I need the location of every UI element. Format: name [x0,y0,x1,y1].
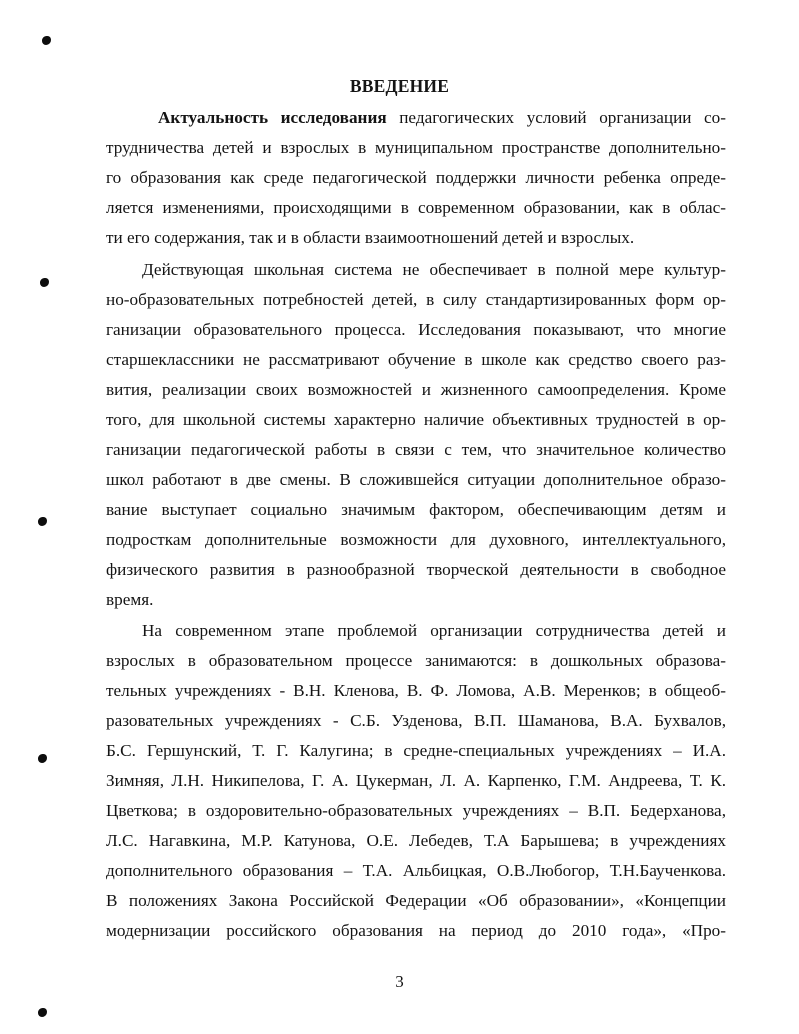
paragraph-2-line-11: физического развития в разнообразной творческой деятельности в свободное [106,560,726,579]
paragraph-1-line-2: трудничества детей и взрослых в муниципальном пространстве дополнительно- [106,138,726,157]
punch-hole-mark [40,278,49,287]
punch-hole-mark [38,754,47,763]
paragraph-2-line-10: подросткам дополнительные возможности для духовного, интеллектуального, [106,530,726,549]
paragraph-3-line-8: Л.С. Нагавкина, М.Р. Катунова, О.Е. Лебедев, Т.А Барышева; в учреждениях [106,831,726,850]
paragraph-1-line-1 [158,107,726,129]
paragraph-3-line-4: разовательных учреждениях - С.Б. Узденова, В.П. Шаманова, В.А. Бухвалов, [106,711,726,730]
paragraph-2-line-12: время. [106,590,154,609]
paragraph-3-line-10: В положениях Закона Российской Федерации «Об образовании», «Концепции [106,891,726,910]
paragraph-3-line-2: взрослых в образовательном процессе занимаются: в дошкольных образова- [106,651,726,670]
punch-hole-mark [42,36,51,45]
paragraph-3-line-7: Цветкова; в оздоровительно-образовательных учреждениях – В.П. Бедерханова, [106,801,726,820]
paragraph-3-line-11: модернизации российского образования на период до 2010 года», «Про- [106,921,726,940]
lead-bold-text: Актуальность исследования [158,108,387,127]
paragraph-2-line-5: вития, реализации своих возможностей и жизненного самоопределения. Кроме [106,380,726,399]
paragraph-2-line-6: того, для школьной системы характерно наличие объективных трудностей в ор- [106,410,726,429]
paragraph-2-line-7: ганизации педагогической работы в связи с тем, что значительное количество [106,440,726,459]
paragraph-1-line-5: ти его содержания, так и в области взаимоотношений детей и взрослых. [106,228,635,247]
paragraph-2-line-2: но-образовательных потребностей детей, в силу стандартизированных форм ор- [106,290,726,309]
paragraph-3-line-6: Зимняя, Л.Н. Никипелова, Г. А. Цукерман, Л. А. Карпенко, Г.М. Андреева, Т. К. [106,771,726,790]
punch-hole-mark [38,517,47,526]
paragraph-1-line-4: ляется изменениями, происходящими в современном образовании, как в облас- [106,198,726,217]
paragraph-3-line-3: тельных учреждениях - В.Н. Кленова, В. Ф. Ломова, А.В. Меренков; в общеоб- [106,681,726,700]
paragraph-1-line-3: го образования как среде педагогической поддержки личности ребенка опреде- [106,168,726,187]
paragraph-2-line-9: вание выступает социально значимым фактором, обеспечивающим детям и [106,500,726,519]
paragraph-2-line-8: школ работают в две смены. В сложившейся ситуации дополнительное образо- [106,470,726,489]
paragraph-2-line-4: старшеклассники не рассматривают обучение в школе как средство своего раз- [106,350,726,369]
punch-hole-mark [38,1008,47,1017]
paragraph-3-line-9: дополнительного образования – Т.А. Альбицкая, О.В.Любогор, Т.Н.Баученкова. [106,861,726,880]
line-text: педагогических условий организации со- [386,108,726,127]
paragraph-3-line-1: На современном этапе проблемой организации сотрудничества детей и [142,621,726,640]
paragraph-3-line-5: Б.С. Гершунский, Т. Г. Калугина; в средне-специальных учреждениях – И.А. [106,741,726,760]
page-number: 3 [395,972,404,991]
paragraph-2-line-3: ганизации образовательного процесса. Исследования показывают, что многие [106,320,726,339]
page-title: ВВЕДЕНИЕ [349,76,450,96]
paragraph-2-line-1: Действующая школьная система не обеспечивает в полной мере культур- [142,260,726,279]
